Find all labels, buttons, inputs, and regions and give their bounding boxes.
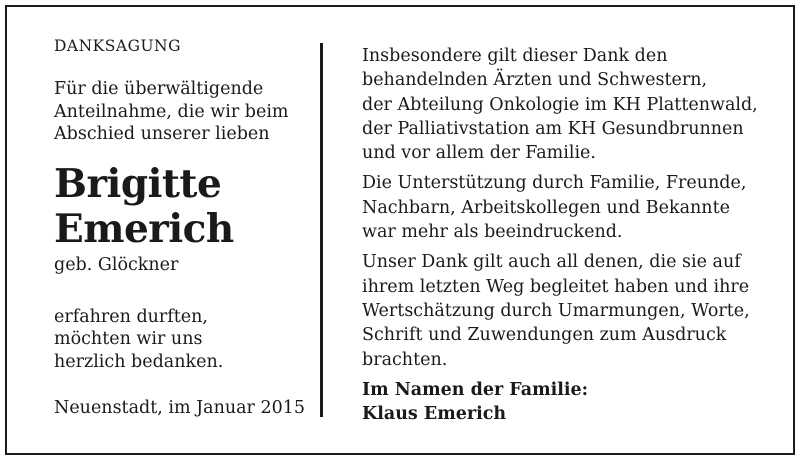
support-paragraph — [362, 171, 782, 244]
deceased-name — [54, 162, 314, 252]
gratitude-paragraph — [362, 250, 782, 371]
paragraph-line: Wertschätzung durch Umarmungen, Worte, — [362, 300, 750, 321]
paragraph-line: Insbesondere gilt dieser Dank den — [362, 46, 668, 66]
place-date: Neuenstadt, im Januar 2015 — [54, 398, 306, 418]
last-name: Emerich — [54, 205, 234, 252]
paragraph-line: und vor allem der Familie. — [362, 143, 596, 164]
signature — [362, 378, 782, 427]
first-name: Brigitte — [54, 160, 222, 207]
paragraph-line: brachten. — [362, 349, 448, 370]
thanks-paragraph — [362, 44, 782, 165]
paragraph-line: Schrift und Zuwendungen zum Ausdruck — [362, 325, 727, 346]
paragraph-line: Die Unterstützung durch Familie, Freunde, — [362, 173, 747, 194]
paragraph-line: Nachbarn, Arbeitskollegen und Bekannte — [362, 197, 730, 218]
paragraph-line: der Palliativstation am KH Gesundbrunnen — [362, 118, 744, 139]
intro-line: Abschied unserer lieben — [54, 124, 270, 144]
paragraph-line: behandelnden Ärzten und Schwestern, — [362, 70, 708, 91]
notice-heading: DANKSAGUNG — [54, 37, 181, 55]
column-divider — [320, 43, 323, 417]
right-column — [362, 44, 782, 426]
outro-line: herzlich bedanken. — [54, 351, 224, 372]
outro-line: erfahren durften, — [54, 306, 208, 327]
intro-line: Anteilnahme, die wir beim — [54, 101, 289, 122]
paragraph-line: Unser Dank gilt auch all denen, die sie auf — [362, 252, 741, 273]
outro-line: möchten wir uns — [54, 329, 203, 349]
signature-name: Klaus Emerich — [362, 404, 507, 425]
intro-line: Für die überwältigende — [54, 79, 264, 99]
paragraph-line: der Abteilung Onkologie im KH Plattenwald, — [362, 94, 758, 115]
paragraph-line: war mehr als beeindruckend. — [362, 222, 623, 243]
left-column — [54, 36, 314, 373]
maiden-name: geb. Glöckner — [54, 254, 179, 275]
paragraph-line: ihrem letzten Weg begleitet haben und ihre — [362, 276, 750, 297]
intro-text — [54, 78, 314, 146]
signature-line: Im Namen der Familie: — [362, 379, 589, 400]
outro-text — [54, 306, 314, 374]
